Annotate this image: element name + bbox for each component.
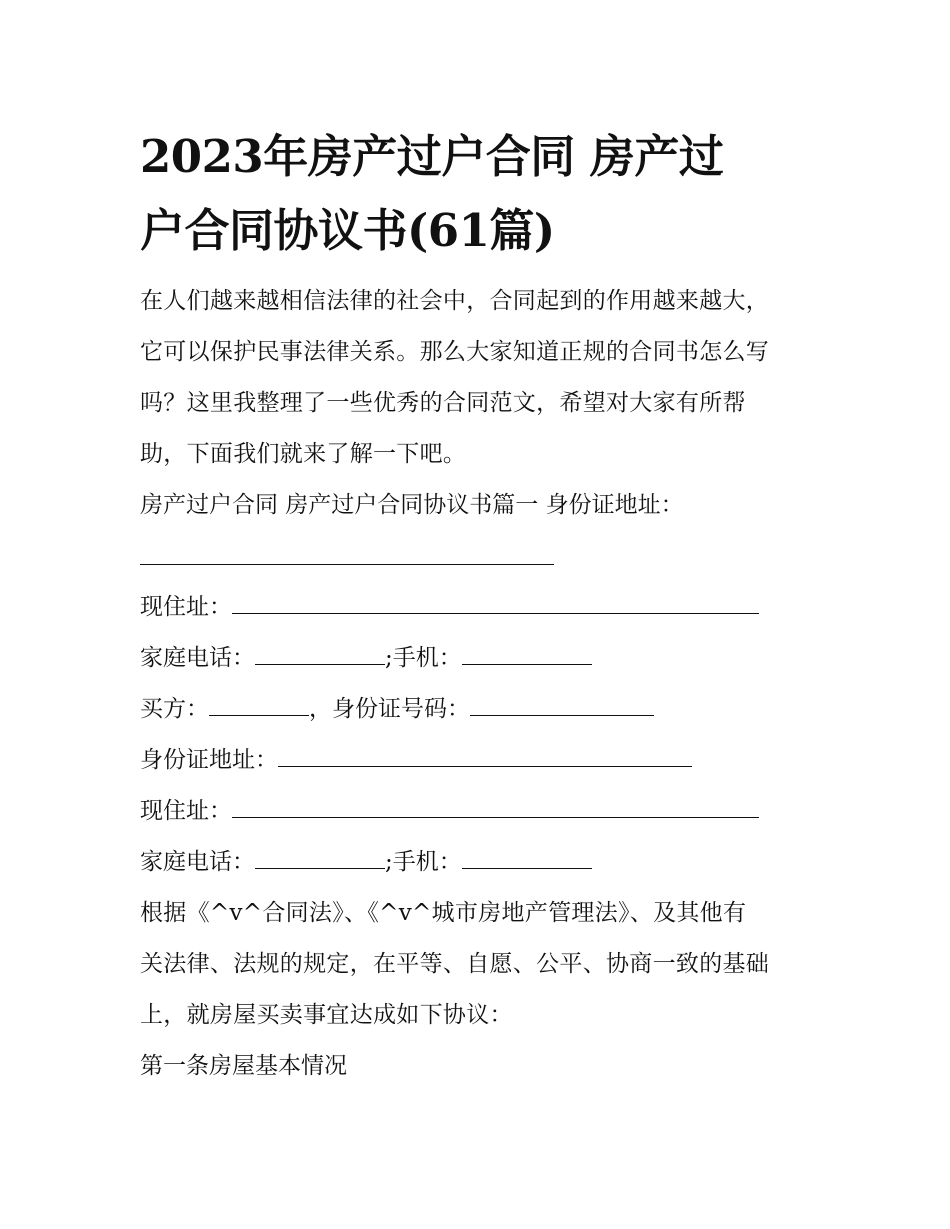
id-address-blank-row <box>140 531 830 582</box>
current-address-label: 现住址： <box>140 798 232 824</box>
section-heading: 房产过户合同 房产过户合同协议书篇一 身份证地址： <box>140 492 684 518</box>
id-number-blank <box>470 695 654 716</box>
buyer-current-address-blank <box>232 797 759 818</box>
intro-line-4: 助，下面我们就来了解一下吧。 <box>140 441 467 467</box>
basis-line-2: 关法律、法规的规定，在平等、自愿、公平、协商一致的基础 <box>140 951 770 977</box>
seller-current-address-row <box>140 582 830 633</box>
intro-line-3: 吗？这里我整理了一些优秀的合同范文，希望对大家有所帮 <box>140 390 746 416</box>
home-phone-label: 家庭电话： <box>140 849 255 875</box>
basis-line-3: 上，就房屋买卖事宜达成如下协议： <box>140 1002 513 1028</box>
id-address-blank <box>140 544 554 565</box>
id-number-label: ，身份证号码： <box>309 696 470 722</box>
basis-paragraph <box>140 888 830 1041</box>
document-page <box>140 120 830 1092</box>
buyer-row <box>140 684 830 735</box>
intro-line-1: 在人们越来越相信法律的社会中，合同起到的作用越来越大， <box>140 288 770 314</box>
mobile-label: ;手机： <box>385 849 462 875</box>
buyer-home-phone-blank <box>255 848 385 869</box>
buyer-id-address-blank <box>278 746 692 767</box>
title-line-1: 2023年房产过户合同 房产过 <box>140 130 724 183</box>
buyer-mobile-blank <box>462 848 592 869</box>
home-phone-label: 家庭电话： <box>140 645 255 671</box>
buyer-id-address-row <box>140 735 830 786</box>
title-line-2: 户合同协议书(61篇) <box>140 204 555 257</box>
intro-paragraph <box>140 276 830 480</box>
home-phone-blank <box>255 644 385 665</box>
current-address-blank <box>232 593 759 614</box>
mobile-label: ;手机： <box>385 645 462 671</box>
article-one-heading: 第一条房屋基本情况 <box>140 1053 347 1079</box>
buyer-label: 买方： <box>140 696 209 722</box>
id-address-label: 身份证地址： <box>140 747 278 773</box>
document-title <box>140 120 830 268</box>
basis-line-1: 根据《^v^合同法》、《^v^城市房地产管理法》、及其他有 <box>140 900 747 926</box>
buyer-phone-row <box>140 837 830 888</box>
current-address-label: 现住址： <box>140 594 232 620</box>
buyer-current-address-row <box>140 786 830 837</box>
buyer-name-blank <box>209 695 309 716</box>
seller-phone-row <box>140 633 830 684</box>
mobile-blank <box>462 644 592 665</box>
intro-line-2: 它可以保护民事法律关系。那么大家知道正规的合同书怎么写 <box>140 339 770 365</box>
